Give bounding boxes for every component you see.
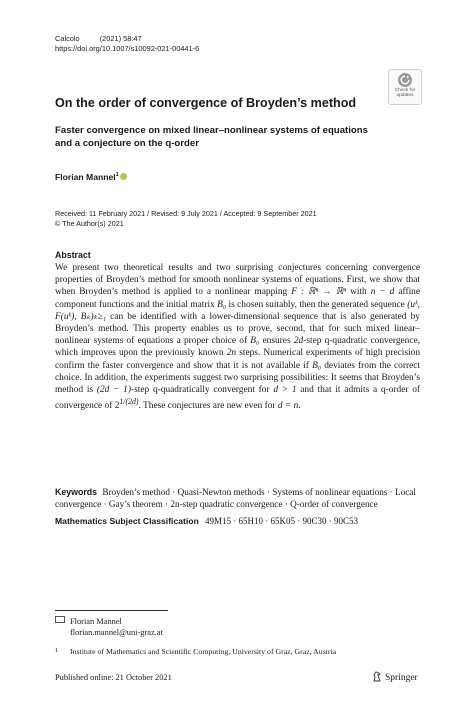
doi-link[interactable]: https://doi.org/10.1007/s10092-021-00441-6: [55, 44, 200, 53]
volume-info: (2021) 58:47: [99, 34, 142, 43]
check-for-updates-icon: [398, 73, 412, 87]
paper-subtitle: Faster convergence on mixed linear–nonlinear systems of equations and a conjecture on the q-order: [55, 125, 368, 149]
orcid-icon[interactable]: [120, 173, 127, 180]
math-q-order: [114, 397, 139, 412]
affiliation-number: 1: [55, 648, 58, 654]
correspondence: [55, 616, 163, 638]
math-2d-minus-1: (2d − 1): [96, 385, 131, 396]
author-line: [55, 170, 127, 182]
keywords-text: Broyden’s method · Quasi-Newton methods · Systems of nonlinear equations · Local convergence · Gay’s theorem · 2n-step quadratic convergence · Q-order of convergence: [55, 487, 416, 510]
abstract-p12: . These conjectures are new even for: [138, 401, 276, 412]
keywords: [55, 486, 420, 510]
abstract-text: [55, 262, 420, 413]
msc-codes: 49M15 · 65H10 · 65K05 · 90C30 · 90C53: [205, 516, 358, 526]
affiliation-text: Institute of Mathematics and Scientific Computing, University of Graz, Graz, Austria: [70, 647, 337, 656]
math-mapping: F : ℝⁿ → ℝⁿ: [291, 287, 347, 298]
keywords-label: Keywords: [55, 487, 98, 497]
journal-header: [55, 34, 160, 44]
math-2n: 2n: [226, 348, 237, 359]
math-d-greater-1: d > 1: [273, 385, 297, 396]
author-name[interactable]: Florian Mannel: [55, 171, 116, 182]
math-n-minus-d: n − d: [370, 287, 395, 298]
math-b0: B₀: [217, 299, 227, 310]
correspondence-email[interactable]: florian.mannel@uni-graz.at: [70, 627, 163, 637]
msc-classification: [55, 515, 420, 527]
math-q-order-exponent: 1/(2d): [119, 397, 139, 407]
abstract-p3: affine component functions and the initial matrix: [55, 287, 421, 310]
springer-horse-icon: [372, 671, 382, 682]
publisher-name: Springer: [385, 673, 418, 683]
math-b0-second: B₀: [250, 336, 260, 347]
abstract-p2: with: [350, 287, 367, 298]
article-history: [55, 209, 317, 228]
affiliation: [55, 646, 336, 657]
publisher-logo[interactable]: [372, 671, 418, 684]
abstract-p11: and that it admits a q-order of convergence of: [55, 385, 421, 412]
check-for-updates-badge[interactable]: [388, 69, 422, 105]
abstract-p1: We present two theoretical results and two surprising conjectures concerning convergence properties of Broyden’s method for smooth nonlinear systems of equations. First, we show that when Broyden’s method is applied to a nonlinear mapping: [55, 263, 420, 298]
math-q-order-base: 2: [114, 401, 120, 412]
footnote-divider: [55, 610, 168, 611]
abstract-p4: is chosen suitably, then the generated sequence: [228, 299, 405, 310]
math-d-equals-n: d = n: [277, 401, 299, 412]
math-sequence: (uᵏ, F(uᵏ), Bₖ)ₖ≥₁: [55, 299, 420, 322]
envelope-icon: [55, 616, 65, 623]
abstract-heading: Abstract: [55, 250, 91, 260]
paper-title: On the order of convergence of Broyden’s method: [55, 96, 357, 110]
abstract-p9: deviates from the correct choice. In addition, the experiments suggest two surprising possibilities: It seems that Broyden’s method is: [55, 360, 421, 396]
correspondence-name: Florian Mannel: [70, 617, 122, 626]
abstract-p5: can be identified with a lower-dimensional sequence that is also generated by Broyden’s method. This property enables us to prove, second, that for such mixed linear–nonlinear systems of equations a proper choice of: [55, 311, 420, 347]
abstract-p13: .: [298, 401, 301, 412]
math-b0-third: B₀: [312, 360, 322, 371]
msc-label: Mathematics Subject Classification: [55, 516, 199, 526]
badge-label: Check for updates: [394, 88, 416, 99]
copyright: © The Author(s) 2021: [55, 218, 124, 228]
journal-name: Calcolo: [55, 34, 80, 43]
abstract-p10: -step q-quadratically convergent for: [130, 385, 270, 396]
math-2d: 2d: [293, 336, 304, 347]
author-affiliation-number: 1: [115, 172, 119, 178]
published-date: Published online: 21 October 2021: [55, 673, 172, 682]
abstract-p6: ensures: [262, 336, 291, 347]
history-dates: Received: 11 February 2021 / Revised: 9 July 2021 / Accepted: 9 September 2021: [55, 209, 317, 218]
abstract-p8: steps. Numerical experiments of high precision confirm the faster convergence and show that it is not available if: [55, 348, 421, 371]
abstract-p7: -step q-quadratic convergence, which improves upon the previously known: [55, 336, 421, 359]
